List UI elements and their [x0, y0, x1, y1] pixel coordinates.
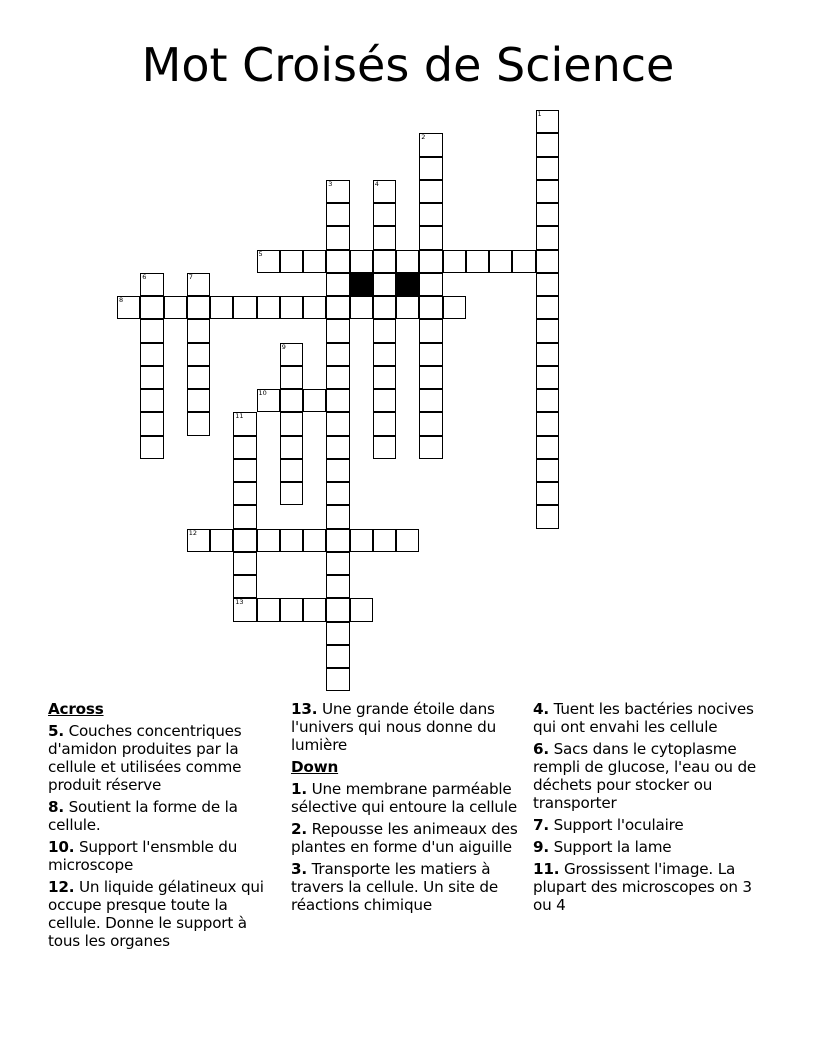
clue-item [533, 838, 765, 856]
grid-cell[interactable] [536, 203, 559, 226]
grid-cell[interactable] [419, 343, 442, 366]
grid-cell[interactable] [280, 436, 303, 459]
grid-cell[interactable] [187, 366, 210, 389]
clue-text: Repousse les animeaux des plantes en forme d'un aiguille [291, 820, 518, 856]
grid-cell[interactable] [536, 250, 559, 273]
grid-cell[interactable] [419, 319, 442, 342]
grid-cell[interactable] [326, 296, 349, 319]
clue-number-label: 10. [48, 838, 75, 856]
grid-cell[interactable] [280, 343, 303, 366]
grid-cell[interactable] [326, 250, 349, 273]
grid-cell[interactable] [233, 296, 256, 319]
clue-item [291, 700, 523, 754]
down-clue-list [291, 780, 523, 914]
grid-cell[interactable] [326, 389, 349, 412]
grid-cell[interactable] [350, 250, 373, 273]
grid-cell[interactable] [350, 529, 373, 552]
grid-cell[interactable] [303, 529, 326, 552]
grid-cell[interactable] [419, 436, 442, 459]
clue-text: Tuent les bactéries nocives qui ont envahi les cellule [533, 700, 754, 736]
grid-cell[interactable] [536, 296, 559, 319]
grid-cell[interactable] [326, 273, 349, 296]
grid-cell[interactable] [280, 598, 303, 621]
grid-cell[interactable] [140, 389, 163, 412]
grid-cell[interactable] [210, 296, 233, 319]
grid-cell[interactable] [326, 668, 349, 691]
grid-cell[interactable] [536, 412, 559, 435]
grid-cell[interactable] [536, 226, 559, 249]
grid-cell[interactable] [396, 529, 419, 552]
grid-cell[interactable] [373, 296, 396, 319]
grid-cell[interactable] [373, 273, 396, 296]
grid-cell[interactable] [373, 319, 396, 342]
grid-cell[interactable] [419, 226, 442, 249]
grid-cell[interactable] [489, 250, 512, 273]
clue-text: Une membrane parméable sélective qui entoure la cellule [291, 780, 518, 816]
clue-number: 13 [235, 598, 244, 607]
grid-cell[interactable] [536, 459, 559, 482]
grid-cell[interactable] [140, 319, 163, 342]
black-square [396, 273, 419, 296]
clue-text: Un liquide gélatineux qui occupe presque toute la cellule. Donne le support à tous les organes [48, 878, 264, 950]
clue-number-label: 11. [533, 860, 560, 878]
grid-cell[interactable] [466, 250, 489, 273]
clue-number-label: 12. [48, 878, 75, 896]
grid-cell[interactable] [536, 366, 559, 389]
grid-cell[interactable] [233, 482, 256, 505]
grid-cell[interactable] [140, 296, 163, 319]
across-clue-list [48, 722, 280, 950]
grid-cell[interactable] [373, 203, 396, 226]
grid-cell[interactable] [140, 343, 163, 366]
clue-number: 12 [188, 528, 198, 537]
grid-cell[interactable] [280, 250, 303, 273]
grid-cell[interactable] [326, 412, 349, 435]
clues-column-1 [48, 700, 280, 954]
black-square [350, 273, 373, 296]
grid-cell[interactable] [257, 389, 280, 412]
grid-cell[interactable] [303, 296, 326, 319]
grid-cell[interactable] [536, 482, 559, 505]
grid-cell[interactable] [326, 319, 349, 342]
grid-cell[interactable] [117, 296, 140, 319]
grid-cell[interactable] [280, 459, 303, 482]
grid-cell[interactable] [326, 180, 349, 203]
clue-number: 8 [119, 296, 124, 304]
grid-cell[interactable] [140, 366, 163, 389]
grid-cell[interactable] [419, 296, 442, 319]
grid-cell[interactable] [536, 389, 559, 412]
clue-item [48, 722, 280, 794]
clue-number-label: 13. [291, 700, 318, 718]
grid-cell[interactable] [350, 296, 373, 319]
clue-text: Support la lame [548, 838, 672, 856]
puzzle-title: Mot Croisés de Science [141, 38, 675, 92]
clue-text: Grossissent l'image. La plupart des microscopes on 3 ou 4 [533, 860, 752, 914]
clue-number-label: 9. [533, 838, 549, 856]
grid-cell[interactable] [233, 575, 256, 598]
clue-text: Soutient la forme de la cellule. [48, 798, 238, 834]
clue-number: 2 [421, 133, 426, 142]
grid-cell[interactable] [419, 366, 442, 389]
clues-column-2 [291, 700, 523, 918]
grid-cell[interactable] [326, 436, 349, 459]
clue-number-label: 7. [533, 816, 549, 834]
grid-cell[interactable] [140, 412, 163, 435]
clue-number-label: 1. [291, 780, 307, 798]
grid-cell[interactable] [233, 529, 256, 552]
grid-cell[interactable] [326, 226, 349, 249]
grid-cell[interactable] [326, 529, 349, 552]
clue-number: 7 [188, 272, 193, 281]
clue-item [48, 798, 280, 834]
clue-number: 9 [281, 342, 286, 351]
grid-cell[interactable] [419, 273, 442, 296]
grid-cell[interactable] [187, 529, 210, 552]
grid-cell[interactable] [164, 296, 187, 319]
grid-cell[interactable] [326, 505, 349, 528]
clue-item [291, 860, 523, 914]
grid-cell[interactable] [326, 575, 349, 598]
across-heading: Across [48, 700, 104, 718]
grid-cell[interactable] [373, 180, 396, 203]
grid-cell[interactable] [419, 133, 442, 156]
grid-cell[interactable] [326, 459, 349, 482]
across-clue-list-cont [291, 700, 523, 754]
grid-cell[interactable] [536, 319, 559, 342]
grid-cell[interactable] [536, 110, 559, 133]
grid-cell[interactable] [326, 482, 349, 505]
grid-cell[interactable] [419, 412, 442, 435]
grid-cell[interactable] [233, 412, 256, 435]
grid-cell[interactable] [257, 296, 280, 319]
clue-number-label: 4. [533, 700, 549, 718]
grid-cell[interactable] [187, 273, 210, 296]
grid-cell[interactable] [419, 389, 442, 412]
grid-cell[interactable] [536, 157, 559, 180]
clue-text: Couches concentriques d'amidon produites par la cellule et utilisées comme produit réserve [48, 722, 242, 794]
down-heading: Down [291, 758, 339, 776]
grid-cell[interactable] [326, 622, 349, 645]
grid-cell[interactable] [536, 343, 559, 366]
grid-cell[interactable] [280, 482, 303, 505]
grid-cell[interactable] [373, 389, 396, 412]
grid-cell[interactable] [303, 250, 326, 273]
clue-item [533, 816, 765, 834]
grid-cell[interactable] [373, 529, 396, 552]
grid-cell[interactable] [187, 343, 210, 366]
grid-cell[interactable] [187, 389, 210, 412]
grid-cell[interactable] [373, 226, 396, 249]
grid-cell[interactable] [443, 250, 466, 273]
grid-cell[interactable] [280, 296, 303, 319]
clue-item [48, 838, 280, 874]
clue-item [291, 780, 523, 816]
grid-cell[interactable] [419, 180, 442, 203]
grid-cell[interactable] [536, 273, 559, 296]
clue-number: 11 [235, 412, 244, 421]
grid-cell[interactable] [257, 529, 280, 552]
clue-number: 4 [374, 179, 379, 188]
grid-cell[interactable] [210, 529, 233, 552]
clue-number-label: 3. [291, 860, 307, 878]
grid-cell[interactable] [350, 598, 373, 621]
grid-cell[interactable] [187, 296, 210, 319]
down-clue-list-cont [533, 700, 765, 914]
grid-cell[interactable] [280, 366, 303, 389]
grid-cell[interactable] [326, 343, 349, 366]
grid-cell[interactable] [396, 296, 419, 319]
grid-cell[interactable] [257, 250, 280, 273]
grid-cell[interactable] [280, 529, 303, 552]
grid-cell[interactable] [419, 250, 442, 273]
clue-number-label: 2. [291, 820, 307, 838]
grid-cell[interactable] [233, 552, 256, 575]
grid-cell[interactable] [373, 343, 396, 366]
grid-cell[interactable] [326, 598, 349, 621]
grid-cell[interactable] [303, 598, 326, 621]
clue-text: Transporte les matiers à travers la cellule. Un site de réactions chimique [291, 860, 498, 914]
clue-text: Une grande étoile dans l'univers qui nous donne du lumière [291, 700, 497, 754]
clue-item [533, 740, 765, 812]
grid-cell[interactable] [536, 436, 559, 459]
grid-cell[interactable] [326, 552, 349, 575]
grid-cell[interactable] [233, 436, 256, 459]
clue-item [533, 700, 765, 736]
grid-cell[interactable] [326, 645, 349, 668]
grid-cell[interactable] [536, 180, 559, 203]
grid-cell[interactable] [280, 389, 303, 412]
grid-cell[interactable] [233, 505, 256, 528]
clue-number-label: 6. [533, 740, 549, 758]
grid-cell[interactable] [373, 436, 396, 459]
grid-cell[interactable] [419, 157, 442, 180]
grid-cell[interactable] [326, 203, 349, 226]
grid-cell[interactable] [396, 250, 419, 273]
grid-cell[interactable] [140, 273, 163, 296]
grid-cell[interactable] [280, 412, 303, 435]
grid-cell[interactable] [187, 319, 210, 342]
clue-number: 6 [142, 272, 147, 281]
clue-text: Sacs dans le cytoplasme rempli de glucose, l'eau ou de déchets pour stocker ou transporter [533, 740, 757, 812]
clue-text: Support l'ensmble du microscope [48, 838, 238, 874]
grid-cell[interactable] [140, 436, 163, 459]
grid-cell[interactable] [512, 250, 535, 273]
grid-cell[interactable] [443, 296, 466, 319]
clue-number: 10 [258, 389, 267, 397]
clue-number: 5 [258, 249, 263, 258]
clue-text: Support l'oculaire [548, 816, 684, 834]
clue-number: 3 [328, 179, 333, 188]
clue-number-label: 8. [48, 798, 64, 816]
clue-item [291, 820, 523, 856]
grid-cell[interactable] [326, 366, 349, 389]
grid-cell[interactable] [233, 598, 256, 621]
clue-item [48, 878, 280, 950]
clue-item [533, 860, 765, 914]
grid-cell[interactable] [303, 389, 326, 412]
grid-cell[interactable] [373, 366, 396, 389]
grid-cell[interactable] [373, 412, 396, 435]
grid-cell[interactable] [233, 459, 256, 482]
grid-cell[interactable] [536, 505, 559, 528]
grid-cell[interactable] [187, 412, 210, 435]
grid-cell[interactable] [373, 250, 396, 273]
grid-cell[interactable] [257, 598, 280, 621]
clue-number-label: 5. [48, 722, 64, 740]
clues-column-3 [533, 700, 765, 918]
clue-number: 1 [537, 110, 542, 118]
grid-cell[interactable] [536, 133, 559, 156]
grid-cell[interactable] [419, 203, 442, 226]
